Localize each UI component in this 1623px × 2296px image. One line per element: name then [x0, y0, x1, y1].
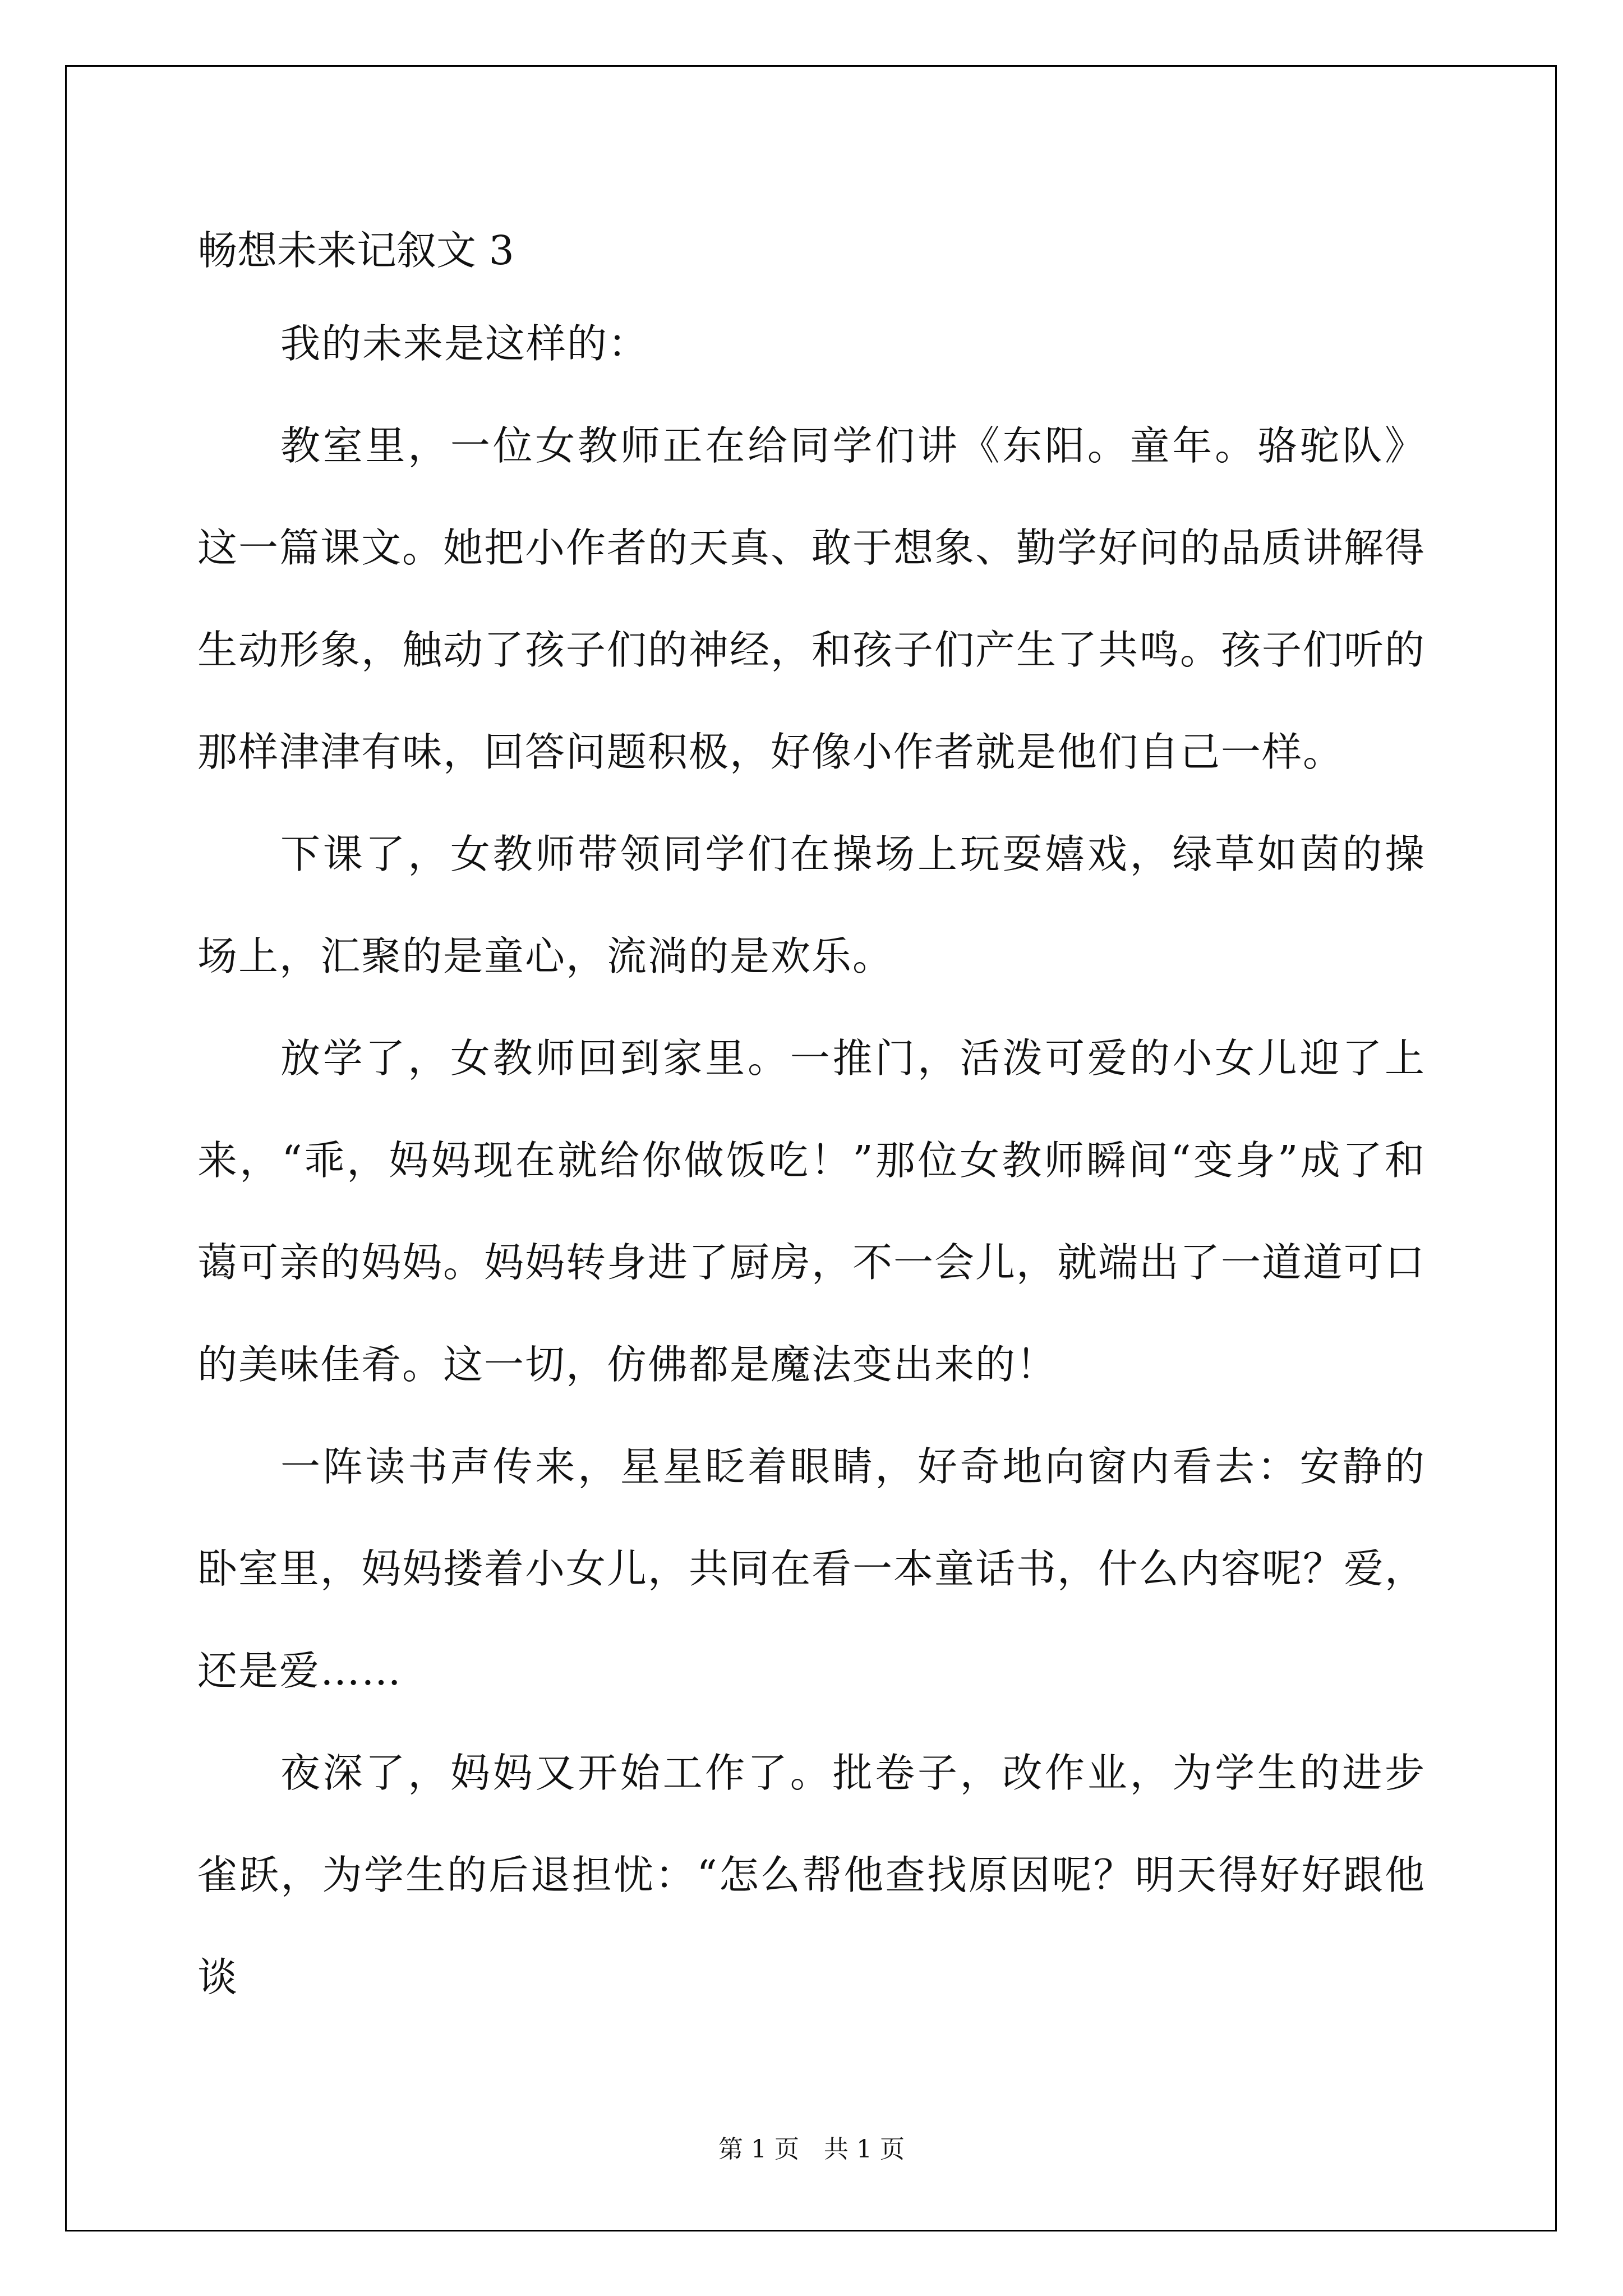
page-footer: 第 1 页 共 1 页 — [718, 2135, 905, 2164]
paragraph: 我的未来是这样的： — [280, 320, 649, 367]
document-body — [197, 209, 1426, 2028]
paragraph: 一阵读书声传来，星星眨着眼睛，好奇地向窗内看去：安静的卧室里，妈妈搂着小女儿，共同在看一本童话书，什么内容呢？爱，还是爱…… — [197, 1443, 1426, 1694]
document-title: 畅想未来记叙文 3 — [197, 227, 514, 274]
paragraph: 夜深了，妈妈又开始工作了。批卷子，改作业，为学生的进步雀跃，为学生的后退担忧：“怎么帮他查找原因呢？明天得好好跟他谈 — [197, 1750, 1426, 2000]
paragraph: 放学了，女教师回到家里。一推门，活泼可爱的小女儿迎了上来，“乖，妈妈现在就给你做饭吃！”那位女教师瞬间“变身”成了和蔼可亲的妈妈。妈妈转身进了厨房，不一会儿，就端出了一道道可口的美味佳肴。这一切，仿佛都是魔法变出来的！ — [197, 1035, 1426, 1388]
paragraph: 教室里，一位女教师正在给同学们讲《东阳。童年。骆驼队》这一篇课文。她把小作者的天真、敢于想象、勤学好问的品质讲解得生动形象，触动了孩子们的神经，和孩子们产生了共鸣。孩子们听的那样津津有味，回答问题积极，好像小作者就是他们自己一样。 — [197, 422, 1426, 775]
paragraph: 下课了，女教师带领同学们在操场上玩耍嬉戏，绿草如茵的操场上，汇聚的是童心，流淌的是欢乐。 — [197, 831, 1426, 979]
